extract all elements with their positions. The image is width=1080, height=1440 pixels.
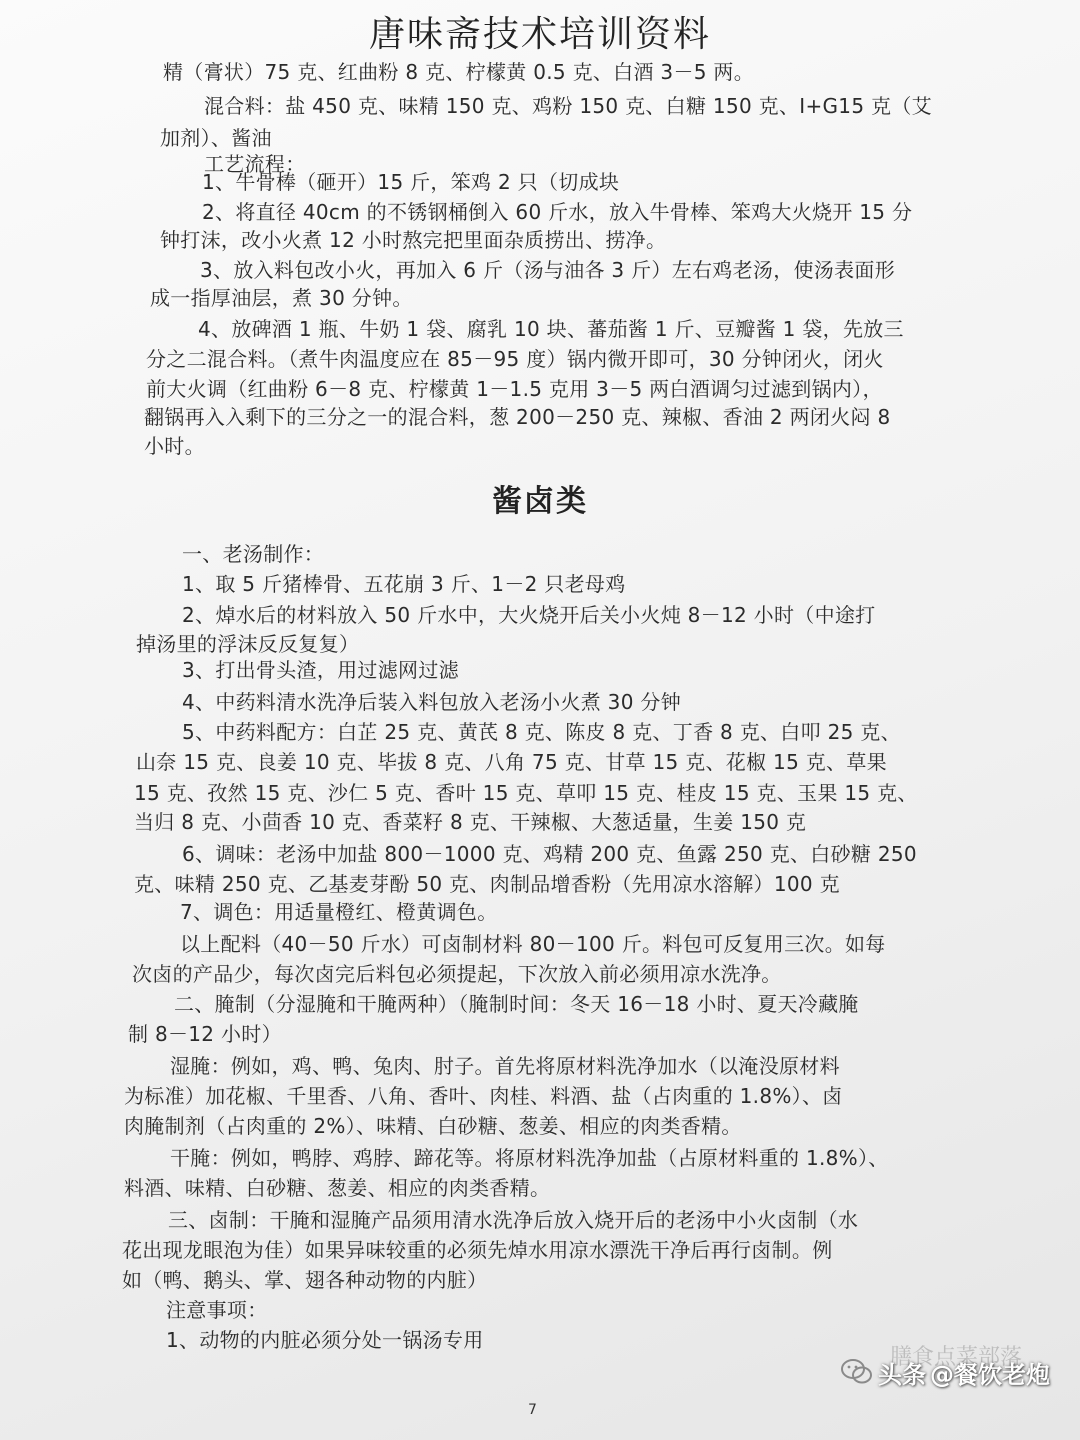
text-line: 工艺流程：	[204, 152, 306, 176]
text-line: 2、将直径 40cm 的不锈钢桶倒入 60 斤水，放入牛骨棒、笨鸡大火烧开 15 分	[202, 200, 913, 224]
watermark	[840, 1350, 1050, 1394]
text-line: 3、打出骨头渣，用过滤网过滤	[182, 658, 459, 682]
text-line: 3、放入料包改小火，再加入 6 斤（汤与油各 3 斤）左右鸡老汤，使汤表面形	[200, 258, 896, 282]
text-line: 4、中药料清水洗净后装入料包放入老汤小火煮 30 分钟	[182, 690, 681, 714]
text-line: 次卤的产品少，每次卤完后料包必须提起，下次放入前必须用凉水洗净。	[132, 962, 782, 986]
page-number: 7	[528, 1402, 537, 1418]
text-line: 4、放碑酒 1 瓶、牛奶 1 袋、腐乳 10 块、蕃茄酱 1 斤、豆瓣酱 1 袋，先放三	[198, 317, 904, 341]
text-line: 当归 8 克、小茴香 10 克、香菜籽 8 克、干辣椒、大葱适量，生姜 150 克	[134, 810, 807, 834]
text-line: 加剂）、酱油	[160, 126, 272, 150]
watermark-handle: @餐饮老炮	[930, 1360, 1050, 1389]
text-line: 1、取 5 斤猪棒骨、五花崩 3 斤、1－2 只老母鸡	[182, 572, 626, 596]
text-line: 前大火调（红曲粉 6－8 克、柠檬黄 1－1.5 克用 3－5 两白酒调匀过滤到锅内），	[146, 377, 883, 401]
text-line: 5、中药料配方：白芷 25 克、黄芪 8 克、陈皮 8 克、丁香 8 克、白叩 25 克、	[182, 720, 901, 744]
text-line: 花出现龙眼泡为佳）如果异味较重的必须先焯水用凉水漂洗干净后再行卤制。例	[122, 1238, 833, 1262]
text-line: 2、焯水后的材料放入 50 斤水中，大火烧开后关小火炖 8－12 小时（中途打	[182, 603, 876, 627]
section-title: 酱卤类	[492, 484, 588, 519]
text-line: 成一指厚油层，煮 30 分钟。	[150, 286, 413, 310]
text-line: 精（膏状）75 克、红曲粉 8 克、柠檬黄 0.5 克、白酒 3－5 两。	[163, 60, 755, 84]
wechat-icon	[840, 1357, 874, 1387]
text-line: 1、动物的内脏必须分处一锅汤专用	[166, 1328, 484, 1352]
text-line: 湿腌：例如，鸡、鸭、兔肉、肘子。首先将原材料洗净加水（以淹没原材料	[170, 1054, 840, 1078]
text-line: 山奈 15 克、良姜 10 克、毕拔 8 克、八角 75 克、甘草 15 克、花椒 15 克、草果	[136, 750, 887, 774]
text-line: 制 8－12 小时）	[128, 1022, 282, 1046]
text-line: 干腌：例如，鸭脖、鸡脖、蹄花等。将原材料洗净加盐（占原材料重的 1.8%）、	[170, 1146, 889, 1170]
text-line: 克、味精 250 克、乙基麦芽酚 50 克、肉制品增香粉（先用凉水溶解）100 克	[134, 872, 840, 896]
text-line: 钟打沫，改小火煮 12 小时熬完把里面杂质捞出、捞净。	[160, 228, 667, 252]
text-line: 混合料：盐 450 克、味精 150 克、鸡粉 150 克、白糖 150 克、I+G15 克（艾	[204, 94, 932, 118]
text-line: 以上配料（40－50 斤水）可卤制材料 80－100 斤。料包可反复用三次。如每	[180, 932, 886, 956]
text-line: 15 克、孜然 15 克、沙仁 5 克、香叶 15 克、草叩 15 克、桂皮 15 克、玉果 15 克、	[134, 781, 918, 805]
text-line: 二、腌制（分湿腌和干腌两种）（腌制时间：冬天 16－18 小时、夏天冷藏腌	[174, 992, 859, 1016]
text-line: 小时。	[144, 434, 205, 458]
text-line: 肉腌制剂（占肉重的 2%）、味精、白砂糖、葱姜、相应的肉类香精。	[124, 1114, 742, 1138]
text-line: 三、卤制：干腌和湿腌产品须用清水洗净后放入烧开后的老汤中小火卤制（水	[168, 1208, 859, 1232]
text-line: 一、老汤制作：	[182, 542, 325, 566]
watermark-background-text: 膳食点菜部落	[890, 1345, 1023, 1370]
text-line: 如（鸭、鹅头、掌、翅各种动物的内脏）	[122, 1268, 488, 1292]
text-line: 翻锅再入入剩下的三分之一的混合料，葱 200－250 克、辣椒、香油 2 两闭火闷 8	[144, 405, 891, 429]
text-line: 注意事项：	[166, 1298, 268, 1322]
text-line: 料酒、味精、白砂糖、葱姜、相应的肉类香精。	[124, 1176, 551, 1200]
text-line: 6、调味：老汤中加盐 800－1000 克、鸡精 200 克、鱼露 250 克、白砂糖 250	[182, 842, 917, 866]
watermark-brand: 头条	[878, 1360, 926, 1389]
text-line: 掉汤里的浮沫反反复复）	[136, 632, 360, 656]
text-line: 7、调色：用适量橙红、橙黄调色。	[180, 900, 498, 924]
text-line: 分之二混合料。（煮牛肉温度应在 85－95 度）锅内微开即可，30 分钟闭火，闭火	[146, 347, 884, 371]
text-line: 为标准）加花椒、千里香、八角、香叶、肉桂、料酒、盐（占肉重的 1.8%）、卤	[124, 1084, 843, 1108]
document-title: 唐味斋技术培训资料	[368, 14, 711, 55]
text-line: 1、牛骨棒（砸开）15 斤，笨鸡 2 只（切成块	[202, 170, 620, 194]
